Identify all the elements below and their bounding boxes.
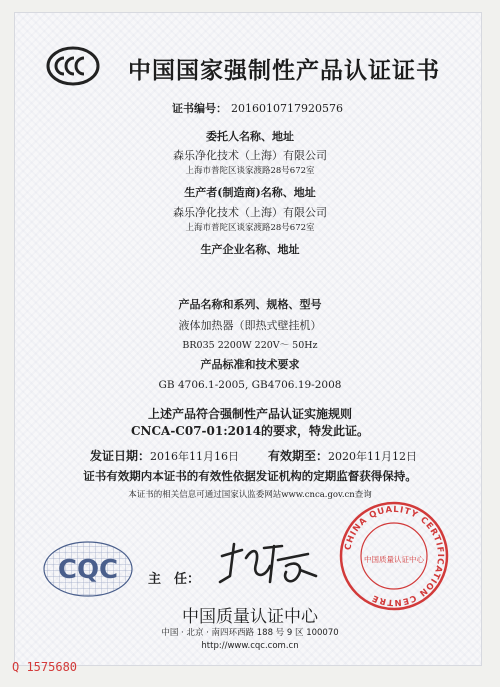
certificate-number-value: 2016010717920576: [231, 102, 343, 115]
applicant-name: 森乐净化技术（上海）有限公司: [173, 149, 327, 162]
expiry-date: [268, 445, 417, 464]
cqc-logo-text: CQC: [57, 555, 119, 585]
issuer-address: 中国 · 北京 · 南四环西路 188 号 9 区 100070: [161, 628, 339, 638]
certificate-title: 中国国家强制性产品认证证书: [128, 58, 440, 84]
expiry-date-value: 2020年11月12日: [328, 450, 418, 463]
seal-outer-text: CHINA QUALITY CERTIFICATION CENTRE: [343, 504, 446, 608]
issuer-name: 中国质量认证中心: [182, 607, 318, 627]
manufacturer-name: 森乐净化技术（上海）有限公司: [173, 206, 327, 219]
certificate-number-label: 证书编号：: [172, 102, 227, 115]
manufacturer-address: 上海市普陀区谈家渡路28号672室: [185, 223, 315, 233]
expiry-date-label: 有效期至：: [268, 449, 329, 463]
validity-note: 证书有效期内本证书的有效性依据发证机构的定期监督获得保持。: [83, 469, 417, 483]
manufacturer-heading: 生产者(制造商)名称、地址: [184, 186, 316, 199]
issue-date-label: 发证日期：: [90, 449, 151, 463]
rule-line-2: CNCA-C07-01:2014的要求，特发此证。: [130, 424, 370, 438]
issue-date-value: 2016年11月16日: [150, 450, 240, 463]
standard-heading: 产品标准和技术要求: [200, 358, 300, 371]
serial-number: Q 1575680: [12, 660, 78, 674]
product-heading: 产品名称和系列、规格、型号: [178, 298, 322, 311]
applicant-heading: 委托人名称、地址: [206, 130, 294, 143]
signature-icon: [212, 536, 322, 592]
info-note: 本证书的相关信息可通过国家认监委网站www.cnca.gov.cn查询: [128, 490, 372, 500]
ccc-logo-icon: [46, 46, 100, 86]
factory-heading: 生产企业名称、地址: [200, 243, 300, 256]
standard-value: GB 4706.1-2005, GB4706.19-2008: [158, 379, 342, 391]
product-name: 液体加热器（即热式壁挂机）: [178, 319, 322, 332]
applicant-address: 上海市普陀区谈家渡路28号672室: [185, 166, 315, 176]
certificate-number: [172, 100, 372, 116]
product-model: BR035 2200W 220V～ 50Hz: [182, 340, 318, 351]
issuer-website-link[interactable]: http://www.cqc.com.cn: [201, 641, 299, 651]
rule-line-1: 上述产品符合强制性产品认证实施规则: [147, 407, 352, 421]
seal-inner-text: 中国质量认证中心: [364, 555, 424, 564]
seal-icon: [338, 500, 450, 612]
director-label: 主 任：: [148, 572, 201, 587]
cqc-logo-icon: [42, 540, 134, 598]
issue-date: [90, 445, 239, 464]
